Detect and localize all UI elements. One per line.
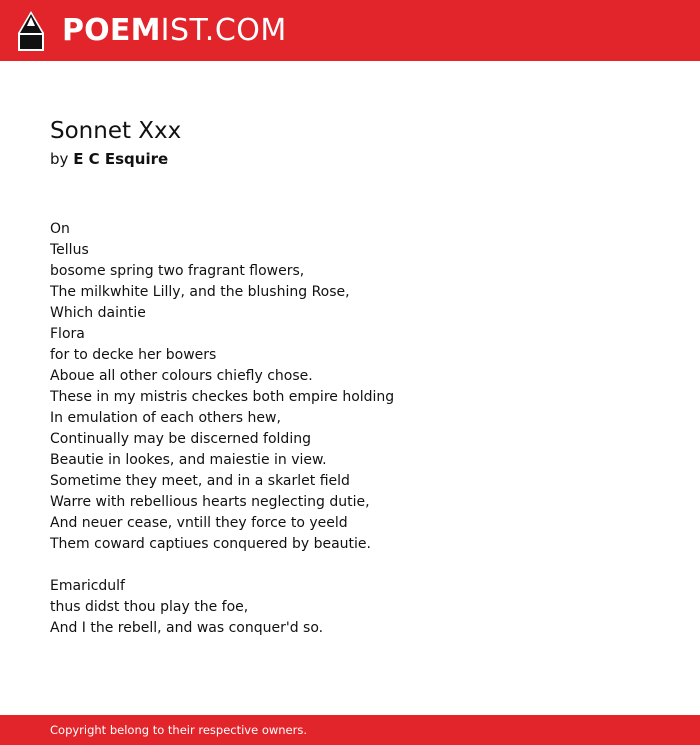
site-header <box>0 0 700 61</box>
stanza-gap <box>50 555 650 576</box>
poem-line: Flora <box>50 326 85 342</box>
poem-title: Sonnet Xxx <box>50 118 182 144</box>
poem-line: Which daintie <box>50 305 146 321</box>
poem-line: In emulation of each others hew, <box>50 410 281 426</box>
poem-line: thus didst thou play the foe, <box>50 599 249 615</box>
poem-line: for to decke her bowers <box>50 347 217 363</box>
poem-line: These in my mistris checkes both empire holding <box>50 389 395 405</box>
poem-line: Them coward captiues conquered by beautie. <box>50 536 371 552</box>
poem-line: Continually may be discerned folding <box>50 431 311 447</box>
byline <box>50 148 168 170</box>
poem-line: bosome spring two fragrant flowers, <box>50 263 305 279</box>
poem-line: The milkwhite Lilly, and the blushing Rose, <box>50 284 350 300</box>
poem-line: And neuer cease, vntill they force to yeeld <box>50 515 348 531</box>
poem-line: Beautie in lookes, and maiestie in view. <box>50 452 327 468</box>
pencil-tip-icon[interactable] <box>18 11 44 51</box>
poem-line: Sometime they meet, and in a skarlet field <box>50 473 350 489</box>
poem-line: Emaricdulf <box>50 578 125 594</box>
poem-line: On <box>50 221 70 237</box>
poem-line: Tellus <box>50 242 89 258</box>
site-logo[interactable] <box>62 11 287 51</box>
logo-bold-text: POEM <box>62 13 161 48</box>
by-label: by <box>50 150 69 168</box>
poem-line: Warre with rebellious hearts neglecting dutie, <box>50 494 370 510</box>
logo-light-text: IST.COM <box>160 13 287 48</box>
poem-line: And I the rebell, and was conquer'd so. <box>50 620 324 636</box>
poem-body <box>50 219 650 639</box>
author-name: E C Esquire <box>73 150 169 168</box>
copyright-text: Copyright belong to their respective owners. <box>50 723 308 737</box>
poem-line: Aboue all other colours chiefly chose. <box>50 368 313 384</box>
site-footer <box>0 715 700 745</box>
